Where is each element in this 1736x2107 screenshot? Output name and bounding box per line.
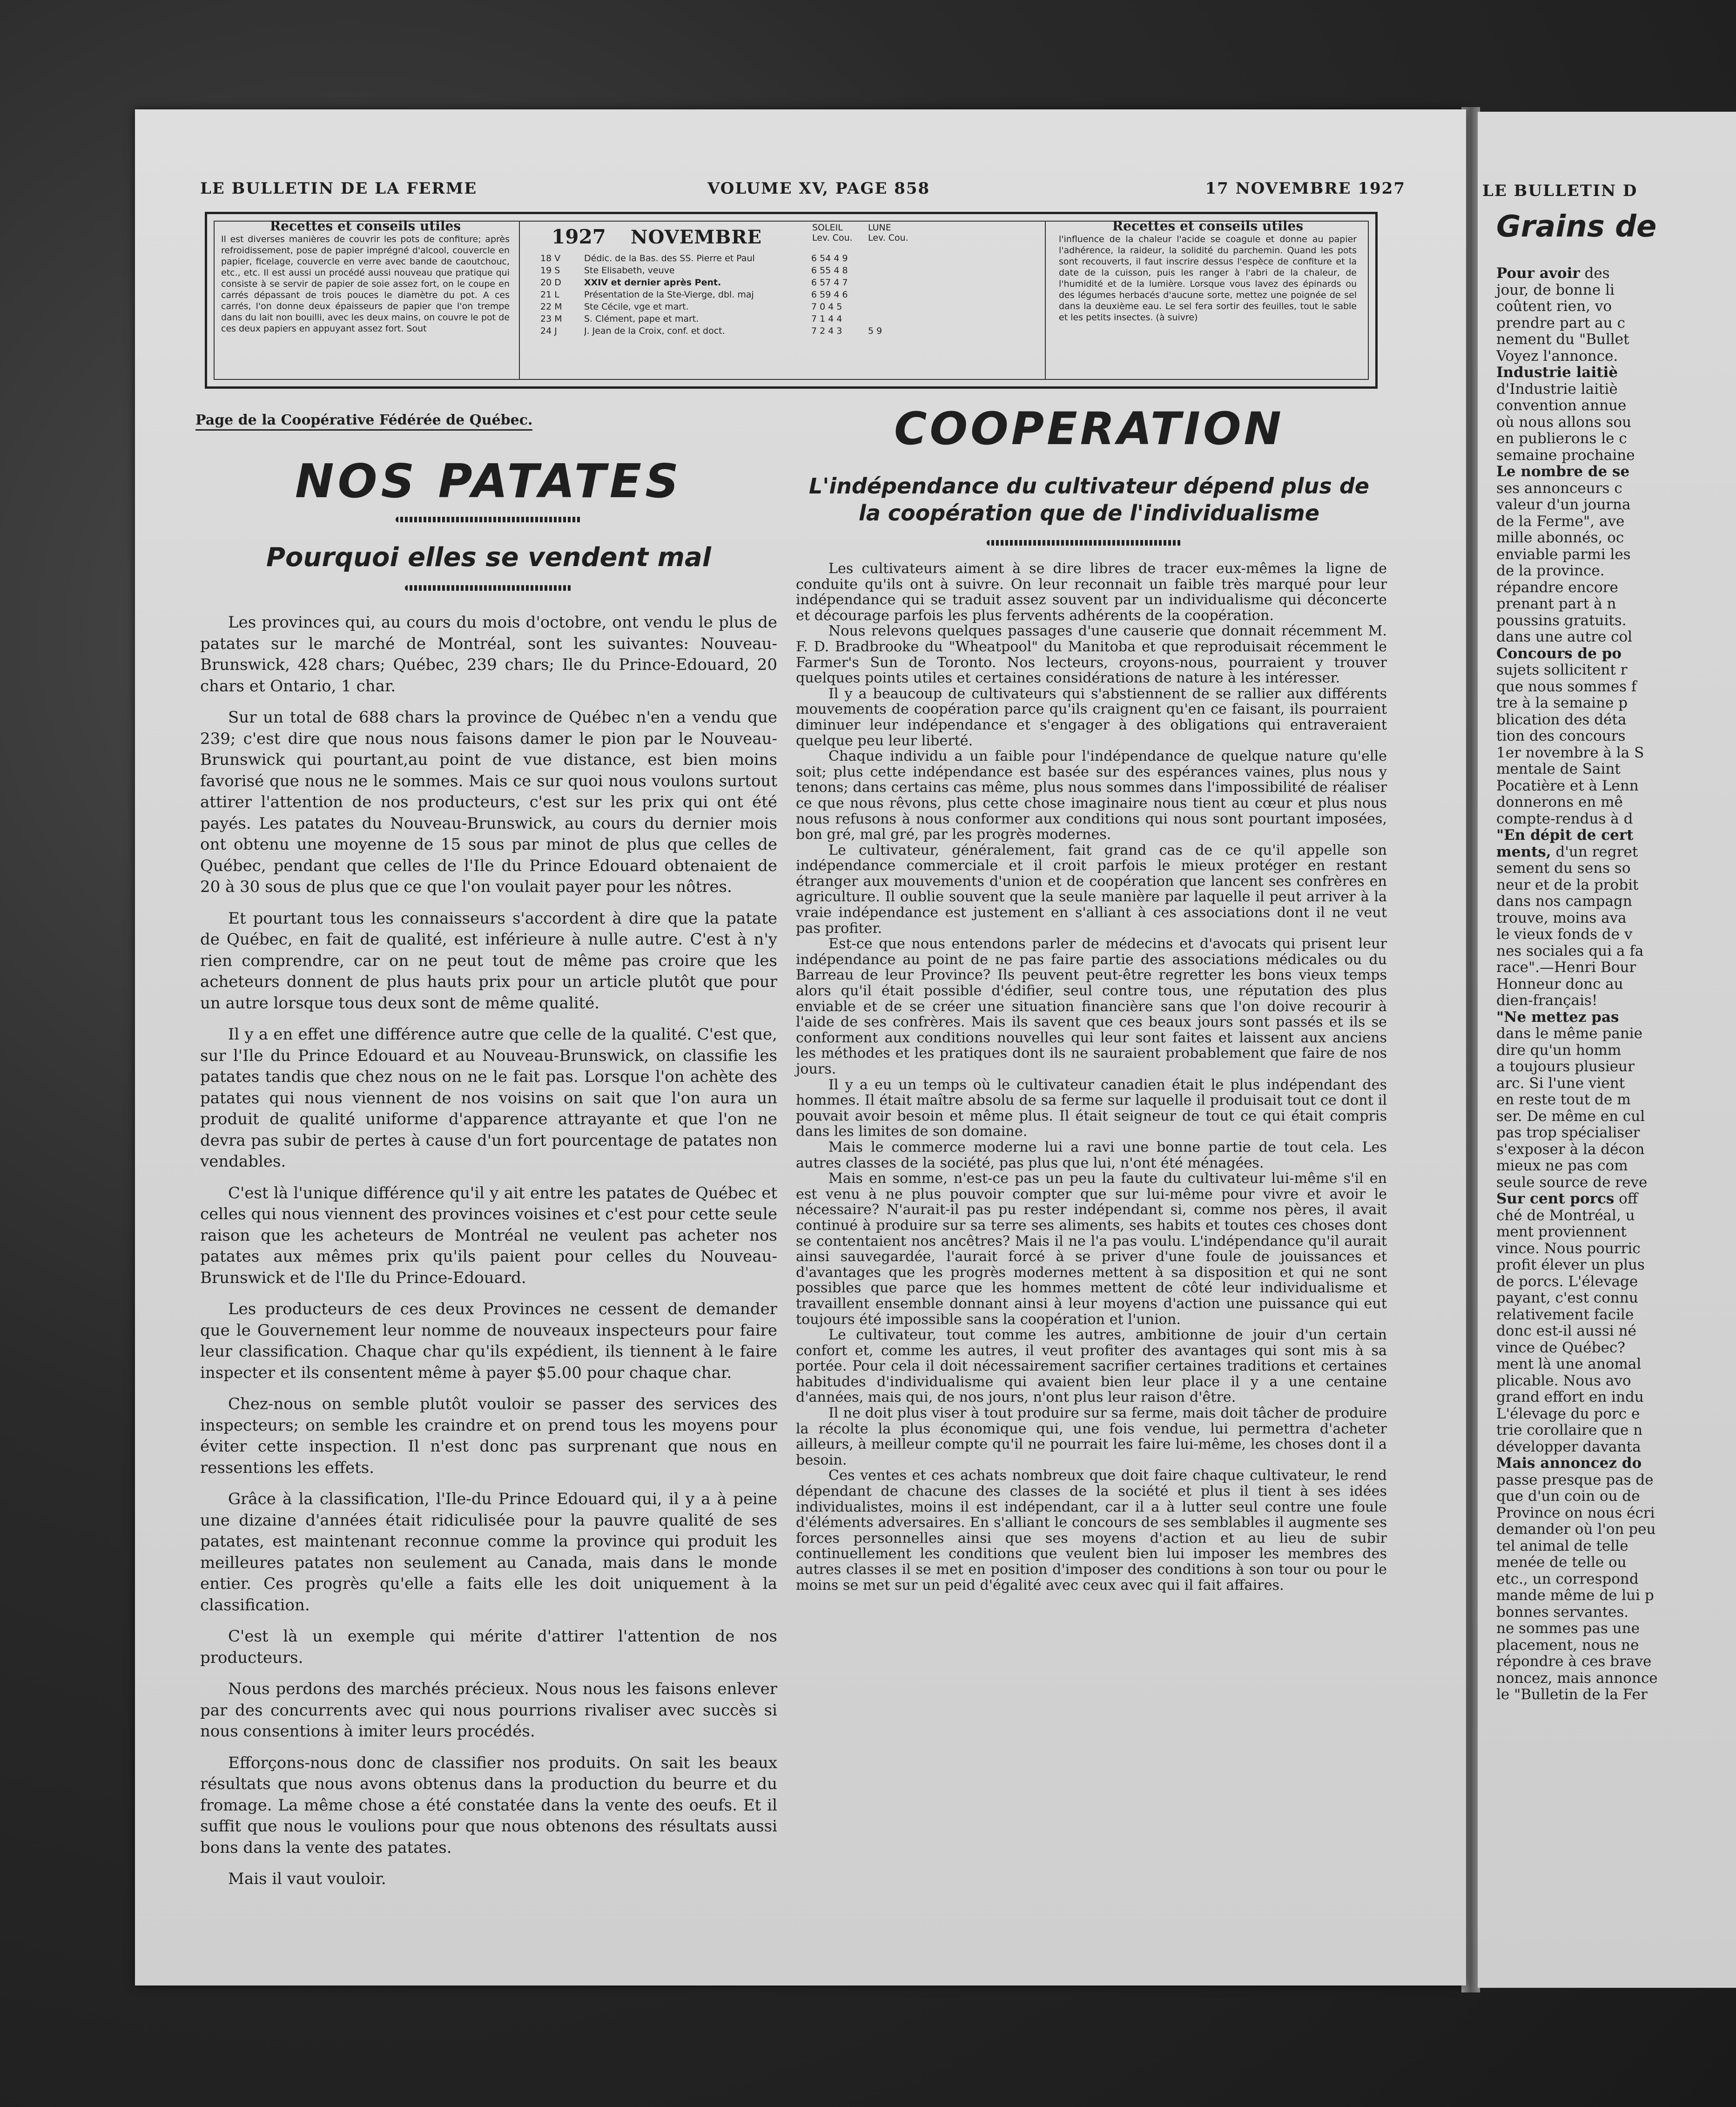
adjacent-line-text: en reste tout de m	[1496, 1091, 1631, 1108]
adjacent-line	[1496, 1505, 1736, 1522]
adjacent-line	[1496, 811, 1736, 828]
adjacent-line-text: off	[1614, 1190, 1638, 1207]
adjacent-line	[1496, 1009, 1736, 1026]
adjacent-line-lead: ments,	[1496, 843, 1551, 860]
recipes-right-text	[1059, 234, 1357, 323]
adjacent-line	[1496, 348, 1736, 365]
paragraph: Ces ventes et ces achats nombreux que doit faire chaque cultivateur, le rend dépendant de chacune des classes de la société et plus il tient à ses idées individualistes, moins il est indépendant, car il a à lutter seul contre une foule d'éléments adversaires. En s'alliant le concours de ses semblables il augmente ses forces personnelles ainsi que ses moyens d'action et au lieu de subir continuellement les conditions que veulent bien lui imposer les membres des autres classes il se met en position d'imposer des conditions à son tour ou pour le moins se met sur un peid d'égalité avec ceux avec qui il fait affaires.	[796, 1467, 1387, 1594]
left-article-body	[200, 612, 777, 1900]
paragraph: Le cultivateur, généralement, fait grand cas de ce qu'il appelle son indépendance commerciale et il croit parfois le mieux protéger en restant étranger aux mouvements d'union et de coopération que lancent ses confrères en agriculture. Il oublie souvent que la seule manière par laquelle il peut arriver à la vraie indépendance est justement en s'alliant à ces associations dont il ne veut pas profiter.	[796, 842, 1387, 937]
adjacent-line-text: menée de telle ou	[1496, 1554, 1627, 1571]
calendar-sun-times: 6 57 4 7	[811, 277, 848, 288]
calendar-sun-times: 6 54 4 9	[811, 253, 848, 263]
adjacent-line	[1496, 1488, 1736, 1505]
paragraph: Sur un total de 688 chars la province de Québec n'en a vendu que 239; c'est dire que nous nous faisons damer le pion par le Nouveau-Brunswick qui pourtant,au point de vue distance, est bien moins favorisé que nous ne le sommes. Mais ce sur quoi nous voulons surtout attirer l'attention de nos producteurs, c'est sur les prix qui ont été payés. Les patates du Nouveau-Brunswick, au cours du dernier mois ont obtenu une moyenne de 15 sous par minot de plus que celles de Québec, pendant que celles de l'Ile du Prince Edouard obtenaient de 20 à 30 sous de plus que ce que l'on voulait payer pour les nôtres.	[200, 708, 777, 896]
adjacent-page	[1478, 112, 1736, 1988]
adjacent-line-text: donc est-il aussi né	[1496, 1323, 1636, 1339]
adjacent-line	[1496, 1241, 1736, 1257]
adjacent-line	[1496, 1290, 1736, 1307]
newspaper-page	[135, 109, 1466, 1985]
adjacent-line	[1496, 414, 1736, 431]
adjacent-line-text: vince de Québec?	[1496, 1339, 1625, 1356]
paragraph: Mais il vaut vouloir.	[228, 1870, 386, 1888]
adjacent-line	[1496, 1571, 1736, 1588]
paragraph: Chaque individu a un faible pour l'indépendance de quelque nature qu'elle soit; plus cette indépendance est basée sur des espérances vaines, plus nous y tenons; dans certains cas même, plus nous sommes dans l'impossibilité de réaliser ce que nous rêvons, plus cette chose imaginaire nous tient au cœur et plus nous nous refusons à nous conformer aux conditions qui nous sont pourtant imposées, bon gré, mal gré, par les progrès modernes.	[796, 748, 1387, 843]
adjacent-line	[1496, 1654, 1736, 1670]
adjacent-line-text: tre à la semaine p	[1496, 695, 1628, 711]
calendar-day: 22 M	[540, 302, 562, 312]
adjacent-line-lead: Industrie laitiè	[1496, 364, 1618, 381]
adjacent-line	[1496, 1141, 1736, 1158]
adjacent-line	[1496, 1373, 1736, 1390]
adjacent-line-text: répandre encore	[1496, 579, 1618, 596]
adjacent-line-text: dans le même panie	[1496, 1025, 1643, 1042]
adjacent-line	[1496, 1026, 1736, 1042]
calendar-month: NOVEMBRE	[631, 226, 762, 248]
calendar-day: 20 D	[540, 277, 561, 288]
calendar-day: 19 S	[540, 265, 560, 276]
adjacent-line-text: répondre à ces brave	[1496, 1653, 1652, 1670]
adjacent-line-text: s'exposer à la décon	[1496, 1141, 1645, 1158]
paragraph: Est-ce que nous entendons parler de médecins et d'avocats qui prisent leur indépendance au point de ne pas faire partie des associations médicales ou du Barreau de leur Province? Ils peuvent peut-être regretter les bons vieux temps alors qu'il était possible d'édifier, seul contre tous, une réputation des plus enviable et de se créer une situation financière sans que l'on doive recourir à l'aide de ses confrères. Mais ils savent que ces beaux jours sont passés et ils se conforment aux conditions nouvelles qui leur sont faites et laissent aux anciens les méthodes et les pratiques dont ils ne sauraient probablement que faire de nos jours.	[796, 936, 1387, 1077]
calendar-day: 21 L	[540, 290, 559, 300]
adjacent-line-text: donnerons en mê	[1496, 794, 1623, 810]
almanac-divider-left	[519, 221, 520, 380]
adjacent-line	[1496, 1175, 1736, 1191]
calendar-day: 24 J	[540, 326, 557, 336]
adjacent-line	[1496, 679, 1736, 696]
adjacent-line-text: a toujours plusieur	[1496, 1058, 1635, 1075]
adjacent-line	[1496, 959, 1736, 976]
calendar-feast: Présentation de la Ste-Vierge, dbl. maj	[584, 290, 754, 300]
ornament-rule	[405, 585, 572, 591]
adjacent-line-text: Province on nous écri	[1496, 1504, 1655, 1521]
adjacent-line	[1496, 1637, 1736, 1654]
adjacent-line	[1496, 1587, 1736, 1604]
calendar-sun-times: 7 1 4 4	[811, 314, 842, 324]
adjacent-line-text: placement, nous ne	[1496, 1636, 1639, 1654]
adjacent-line	[1496, 530, 1736, 547]
adjacent-line	[1496, 513, 1736, 530]
adjacent-line-text: blication des déta	[1496, 711, 1627, 728]
adjacent-line-text: enviable parmi les	[1496, 546, 1631, 563]
adjacent-line-text: demander où l'on peu	[1496, 1521, 1656, 1538]
adjacent-line-text: trouve, moins ava	[1496, 909, 1627, 926]
adjacent-line	[1496, 827, 1736, 844]
adjacent-line	[1496, 844, 1736, 861]
adjacent-line-text: dans nos campagn	[1496, 893, 1632, 910]
adjacent-line	[1496, 1158, 1736, 1175]
adjacent-line-text: plicable. Nous avo	[1496, 1372, 1631, 1389]
adjacent-line	[1496, 1191, 1736, 1208]
adjacent-line	[1496, 877, 1736, 894]
adjacent-line-text: de la Ferme", ave	[1496, 513, 1625, 530]
calendar-row	[533, 326, 1036, 338]
cooperative-kicker: Page de la Coopérative Fédérée de Québec.	[195, 412, 532, 431]
adjacent-line	[1496, 976, 1736, 993]
recipes-right	[1059, 218, 1357, 323]
calendar-feast: Ste Cécile, vge et mart.	[584, 302, 689, 312]
adjacent-line-text: semaine prochaine	[1496, 446, 1635, 464]
calendar-day: 23 M	[540, 314, 562, 324]
moon-label: LUNE	[868, 223, 891, 233]
adjacent-line-text: payant, c'est connu	[1496, 1290, 1638, 1306]
adjacent-line	[1496, 943, 1736, 960]
adjacent-line-text: prenant part à n	[1496, 595, 1616, 612]
paragraph: Les cultivateurs aiment à se dire libres de tracer eux-mêmes la ligne de conduite qu'ils ont à suivre. On leur reconnait un faible très marqué pour leur indépendance qui se traduit assez souvent par un individualisme qui déconcerte et décourage parfois les plus fervents adhérents de la coopération.	[796, 561, 1387, 624]
adjacent-line-text: développer davanta	[1496, 1438, 1641, 1455]
adjacent-line-text: de porcs. L'élevage	[1496, 1273, 1638, 1290]
adjacent-line-text: tel animal de telle	[1496, 1537, 1628, 1554]
adjacent-line	[1496, 1224, 1736, 1241]
calendar-row	[533, 277, 1036, 290]
paragraph: Il ne doit plus viser à tout produire sur sa ferme, mais doit tâcher de produire la récolte la plus économique qui, une fois vendue, lui permettra d'acheter ailleurs, à meilleur compte qu'il ne pourrait les faire lui-même, les choses dont il a besoin.	[796, 1405, 1387, 1468]
subtitle-line-1: L'indépendance du cultivateur dépend plus de	[809, 473, 1369, 499]
paragraph: Nous perdons des marchés précieux. Nous nous les faisons enlever par des concurrents avec qui nous pourrions rivaliser avec succès si nous consentions à imiter leurs procédés.	[200, 1680, 777, 1741]
adjacent-line-text: que nous sommes f	[1496, 678, 1637, 695]
paragraph: Le cultivateur, tout comme les autres, ambitionne de jouir d'un certain confort et, comme les autres, il veut profiter des avantages qui sont mis à sa portée. Pour cela il doit nécessairement sacrifier certaines traditions et certaines habitudes d'individualisme qui avaient bien leur place il y a une centaine d'années, mais qui, de nos jours, n'ont plus leur raison d'être.	[796, 1327, 1387, 1406]
adjacent-line	[1496, 381, 1736, 398]
adjacent-title: Grains de	[1496, 209, 1657, 244]
adjacent-line-text: le vieux fonds de v	[1496, 926, 1633, 943]
adjacent-line-text: trie corollaire que n	[1496, 1422, 1643, 1438]
adjacent-line	[1496, 728, 1736, 745]
adjacent-line-text: valeur d'un journa	[1496, 496, 1631, 513]
calendar-row	[533, 265, 1036, 277]
adjacent-line	[1496, 315, 1736, 332]
adjacent-line	[1496, 331, 1736, 348]
adjacent-line	[1496, 447, 1736, 464]
adjacent-line-lead: Le nombre de se	[1496, 463, 1630, 480]
calendar-feast: Dédic. de la Bas. des SS. Pierre et Paul	[584, 253, 755, 263]
adjacent-line-text: d'un regret	[1551, 843, 1638, 860]
calendar-row	[533, 314, 1036, 326]
masthead-date: 17 NOVEMBRE 1927	[1205, 179, 1406, 198]
adjacent-line-text: bonnes servantes.	[1496, 1603, 1629, 1621]
adjacent-line	[1496, 926, 1736, 943]
adjacent-line-text: noncez, mais annonce	[1496, 1669, 1658, 1687]
adjacent-line	[1496, 365, 1736, 381]
adjacent-line	[1496, 761, 1736, 778]
adjacent-line	[1496, 910, 1736, 927]
adjacent-line	[1496, 480, 1736, 497]
adjacent-line-text: coûtent rien, vo	[1496, 298, 1612, 315]
adjacent-line-text: ne sommes pas une	[1496, 1620, 1640, 1637]
subtitle-line-2: la coopération que de l'individualisme	[859, 500, 1319, 526]
adjacent-line-text: Pocatière et à Lenn	[1496, 777, 1639, 794]
adjacent-line-text: 1er novembre à la S	[1496, 744, 1644, 761]
paragraph: Les producteurs de ces deux Provinces ne cessent de demander que le Gouvernement leur nomme de nouveaux inspecteurs pour faire leur classification. Chaque char qu'ils expédient, ils tiennent à le faire inspecter et ils consentent même à payer $5.00 pour chaque char.	[200, 1300, 777, 1382]
adjacent-line-text: neur et de la probit	[1496, 876, 1639, 893]
adjacent-line-lead: Sur cent porcs	[1496, 1190, 1615, 1207]
adjacent-line	[1496, 745, 1736, 762]
adjacent-line	[1496, 695, 1736, 712]
masthead	[200, 179, 1410, 207]
adjacent-line	[1496, 1274, 1736, 1290]
paragraph: Grâce à la classification, l'Ile-du Prince Edouard qui, il y a à peine une dizaine d'années était ridiculisée pour la pauvre qualité de ses patates, est maintenant reconnue comme la province qui produit les meilleures patates non seulement au Canada, mais dans le monde entier. Ces progrès qu'elle a faits elle les doit uniquement à la classification.	[200, 1490, 777, 1614]
adjacent-line-text: sujets sollicitent r	[1496, 662, 1628, 678]
adjacent-line	[1496, 1389, 1736, 1406]
recipes-left	[221, 218, 510, 334]
paragraph: Mais le commerce moderne lui a ravi une bonne partie de tout cela. Les autres classes de la société, pas plus que lui, n'ont été ménagées.	[796, 1139, 1387, 1171]
calendar-row	[533, 302, 1036, 314]
adjacent-line-text: pas trop spécialiser	[1496, 1124, 1640, 1141]
adjacent-line-text: dien-français!	[1496, 992, 1598, 1009]
recipes-left-text: Il est diverses manières de couvrir les pots de confiture; après refroidissement, pose de papier imprégné d'alcool, couvercle en papier, ficelage, couvercle en verre avec bande de caoutchouc, etc., etc. Il est aussi un procédé aussi nouveau que pratique qui consiste à se servir de papier de soie assez fort, on le coupe en carrés dépassant de trois pouces le diamètre du pot. A ces carrés, l'on donne deux épaisseurs de papier que l'on trempe dans du lait non bouilli, avec les deux mains, on couvre le pot de ces deux papiers en appuyant assez fort. Sout	[221, 234, 510, 334]
adjacent-line-text: race".—Henri Bour	[1496, 959, 1636, 976]
adjacent-line	[1496, 1092, 1736, 1108]
adjacent-line-text: mande même de lui p	[1496, 1587, 1654, 1604]
adjacent-line	[1496, 1356, 1736, 1373]
almanac-divider-right	[1045, 221, 1046, 380]
right-article-body	[796, 561, 1387, 1593]
adjacent-line	[1496, 613, 1736, 629]
paragraph: Mais en somme, n'est-ce pas un peu la faute du cultivateur lui-même s'il en est venu à ne plus pouvoir compter que sur lui-même pour vivre et avoir le nécessaire? N'aurait-il pas pu rester indépendant si, comme nos pères, il avait continué à produire sur sa terre ses aliments, ses habits et toutes ces choses dont se contentaient nos ancêtres? Mais il ne l'a pas voulu. L'indépendance qu'il aurait ainsi sauvegardée, l'aurait forcé à se priver d'une foule de jouissances et d'avantages que les progrès modernes mettent à sa disposition et qui ne sont possibles que parce que les hommes mettent de côté leur individualisme et travaillent ensemble donnant ainsi à leur moyens d'action une puissance qui eut toujours été impossible sans la coopération et l'union.	[796, 1170, 1387, 1328]
masthead-volume: VOLUME XV, PAGE 858	[707, 179, 930, 198]
adjacent-line	[1496, 596, 1736, 613]
recipes-right-suffix: (à suivre)	[1156, 312, 1198, 323]
sun-sublabel: Lev. Cou.	[812, 233, 853, 243]
adjacent-line	[1496, 298, 1736, 315]
recipes-right-body: l'influence de la chaleur l'acide se coagule et donne au papier l'adhérence, la raideur, la solidité du parchemin. Quand les pots sont recouverts, il faut inscrire dessus l'espèce de confiture et la date de la cuisson, puis les ranger à l'abri de la chaleur, de l'humidité et de la lumière. Lorsque vous lavez des épinards ou des légumes herbacés d'aucune sorte, mettez une poignée de sel dans la deuxième eau. Le sel fera sortir des feuilles, tout le sable et les petits insectes.	[1059, 234, 1357, 323]
adjacent-line	[1496, 398, 1736, 414]
adjacent-line	[1496, 1075, 1736, 1092]
calendar-feast: S. Clément, pape et mart.	[584, 314, 699, 324]
adjacent-line	[1496, 265, 1736, 282]
adjacent-line-lead: Mais annoncez do	[1496, 1455, 1642, 1472]
adjacent-line	[1496, 1059, 1736, 1075]
adjacent-line	[1496, 1521, 1736, 1538]
adjacent-line-text: relativement facile	[1496, 1306, 1634, 1323]
paragraph: Chez-nous on semble plutôt vouloir se passer des services des inspecteurs; on semble les craindre et on prend tous les moyens pour éviter cette inspection. Il n'est donc pas surprenant que nous en ressentions les effets.	[200, 1395, 777, 1477]
paragraph: Nous relevons quelques passages d'une causerie que donnait récemment M. F. D. Bradbrooke du "Wheatpool" du Manitoba et que reproduisait récemment le Farmer's Sun de Toronto. Nos lecteurs, croyons-nous, pourraient y trouver quelques points utiles et certaines considérations de nature à les intéresser.	[796, 623, 1387, 687]
adjacent-line	[1496, 580, 1736, 596]
calendar-header	[533, 221, 1036, 253]
calendar-year: 1927	[552, 225, 606, 248]
paragraph: C'est là l'unique différence qu'il y ait entre les patates de Québec et celles qui nous viennent des provinces voisines et c'est pour cette seule raison que les acheteurs de Montréal ne veulent pas acheter nos patates aux mêmes prix qu'ils paient pour celles du Nouveau-Brunswick et de l'Ile du Prince-Edouard.	[200, 1183, 777, 1287]
adjacent-line	[1496, 547, 1736, 563]
left-article-subtitle: Pourquoi elles se vendent mal	[266, 542, 711, 573]
sun-label: SOLEIL	[812, 223, 843, 233]
adjacent-line-lead: "En dépit de cert	[1496, 827, 1634, 844]
calendar-moon-times: 5 9	[868, 326, 882, 336]
adjacent-line	[1496, 1042, 1736, 1059]
recipes-left-title: Recettes et conseils utiles	[269, 218, 461, 234]
adjacent-line	[1496, 1439, 1736, 1456]
right-article-subtitle	[787, 473, 1392, 527]
adjacent-line	[1496, 282, 1736, 299]
adjacent-line-text: sement du sens so	[1496, 860, 1631, 877]
adjacent-line-text: etc., un correspond	[1496, 1570, 1639, 1587]
adjacent-masthead: LE BULLETIN D	[1482, 182, 1638, 200]
adjacent-line-text: dire qu'un homm	[1496, 1041, 1622, 1059]
adjacent-line-text: L'élevage du porc e	[1496, 1405, 1640, 1422]
adjacent-line-text: Voyez l'annonce.	[1496, 347, 1618, 365]
adjacent-line	[1496, 1208, 1736, 1224]
adjacent-line-text: compte-rendus à d	[1496, 810, 1633, 827]
calendar-feast: J. Jean de la Croix, conf. et doct.	[584, 326, 725, 336]
adjacent-line	[1496, 712, 1736, 729]
adjacent-line-text: grand effort en indu	[1496, 1389, 1644, 1405]
adjacent-line-text: en publierons le c	[1496, 430, 1627, 447]
adjacent-line-text: Honneur donc au	[1496, 975, 1623, 993]
adjacent-line	[1496, 646, 1736, 662]
adjacent-line	[1496, 1538, 1736, 1555]
adjacent-line	[1496, 778, 1736, 795]
adjacent-line	[1496, 1621, 1736, 1637]
adjacent-line-text: ché de Montréal, u	[1496, 1207, 1635, 1224]
adjacent-line	[1496, 1340, 1736, 1357]
moon-sublabel: Lev. Cou.	[868, 233, 908, 243]
adjacent-line-text: nes sociales qui a fa	[1496, 942, 1644, 959]
adjacent-line	[1496, 1406, 1736, 1423]
adjacent-line-text: poussins gratuits.	[1496, 612, 1627, 629]
adjacent-line-text: nement du "Bullet	[1496, 331, 1629, 348]
paragraph: Et pourtant tous les connaisseurs s'accordent à dire que la patate de Québec, en fait de qualité, est inférieure à nulle autre. C'est à n'y rien comprendre, car on ne peut tout de même pas croire que les acheteurs donnent de plus hauts prix pour un article plutôt que pour un autre lorsque tous deux sont de même qualité.	[200, 909, 777, 1013]
adjacent-line-text: profit élever un plus	[1496, 1256, 1645, 1273]
adjacent-line-text: le "Bulletin de la Fer	[1496, 1686, 1648, 1703]
adjacent-line-text: dans une autre col	[1496, 628, 1633, 645]
adjacent-line-text: passe presque pas de	[1496, 1471, 1654, 1488]
adjacent-line-text: mentale de Saint	[1496, 761, 1621, 777]
adjacent-line	[1496, 629, 1736, 646]
adjacent-line-text: ment là une anomal	[1496, 1356, 1642, 1372]
ornament-rule	[396, 517, 582, 522]
adjacent-line	[1496, 1257, 1736, 1274]
paragraph: Efforçons-nous donc de classifier nos produits. On sait les beaux résultats que nous avons obtenus dans la production du beurre et du fromage. La même chose a été constatée dans la vente des oeufs. Et il suffit que nous le voulions pour que nous obtenons des résultats aussi bons dans la vente des patates.	[200, 1753, 777, 1857]
adjacent-line-text: jour, de bonne li	[1496, 281, 1615, 298]
calendar	[533, 221, 1036, 338]
calendar-row	[533, 290, 1036, 302]
paragraph: Il y a en effet une différence autre que celle de la qualité. C'est que, sur l'Ile du Prince Edouard et au Nouveau-Brunswick, on classifie les patates tandis que chez nous on ne le fait pas. Lorsque l'on achète des patates qui nous viennent de nos voisins on sait que l'on aura un produit de qualité uniforme d'apparence attrayante et que l'on ne devra pas subir de pertes à cause d'un fort pourcentage de patates non vendables.	[200, 1025, 777, 1171]
paragraph: Il y a eu un temps où le cultivateur canadien était le plus indépendant des hommes. Il était maître absolu de sa ferme sur laquelle il produisait tout ce dont il pouvait avoir besoin et même plus. Il était seigneur de tout ce qui était compris dans les limites de son domaine.	[796, 1076, 1387, 1140]
adjacent-line-lead: "Ne mettez pas	[1496, 1008, 1619, 1026]
adjacent-line	[1496, 464, 1736, 480]
adjacent-line-text: seule source de reve	[1496, 1174, 1648, 1191]
adjacent-line	[1496, 1554, 1736, 1571]
adjacent-line-lead: Pour avoir	[1496, 265, 1580, 282]
adjacent-line-lead: Concours de po	[1496, 645, 1622, 662]
adjacent-line	[1496, 1323, 1736, 1340]
adjacent-line	[1496, 1307, 1736, 1324]
recipes-right-title: Recettes et conseils utiles	[1112, 218, 1304, 234]
adjacent-line	[1496, 1455, 1736, 1472]
adjacent-line-text: de la province.	[1496, 562, 1605, 579]
adjacent-line-text: arc. Si l'une vient	[1496, 1074, 1625, 1092]
sun-column-header	[812, 223, 853, 243]
adjacent-line	[1496, 794, 1736, 811]
adjacent-line-text: des	[1580, 265, 1610, 282]
calendar-row	[533, 253, 1036, 265]
adjacent-line-text: mieux ne pas com	[1496, 1157, 1628, 1174]
left-article-title: NOS PATATES	[295, 454, 683, 508]
almanac-box	[205, 212, 1378, 389]
masthead-title: LE BULLETIN DE LA FERME	[200, 179, 478, 198]
adjacent-line	[1496, 497, 1736, 513]
adjacent-line	[1496, 860, 1736, 877]
adjacent-line-text: où nous allons sou	[1496, 413, 1632, 431]
paragraph: C'est là un exemple qui mérite d'attirer l'attention de nos producteurs.	[200, 1627, 777, 1667]
adjacent-column	[1496, 265, 1736, 1703]
calendar-sun-times: 6 55 4 8	[811, 265, 848, 276]
adjacent-line	[1496, 431, 1736, 447]
adjacent-line-text: que d'un coin ou de	[1496, 1488, 1640, 1505]
adjacent-line	[1496, 1472, 1736, 1489]
adjacent-line	[1496, 1670, 1736, 1687]
adjacent-line	[1496, 1108, 1736, 1125]
adjacent-line-text: ser. De même en cul	[1496, 1108, 1645, 1125]
adjacent-line	[1496, 662, 1736, 679]
calendar-sun-times: 6 59 4 6	[811, 290, 848, 300]
adjacent-line-text: ses annonceurs c	[1496, 479, 1622, 497]
calendar-day: 18 V	[540, 253, 561, 263]
adjacent-line	[1496, 1125, 1736, 1141]
adjacent-line	[1496, 893, 1736, 910]
adjacent-line-text: vince. Nous pourric	[1496, 1240, 1641, 1257]
calendar-sun-times: 7 2 4 3	[811, 326, 842, 336]
adjacent-line	[1496, 563, 1736, 580]
calendar-sun-times: 7 0 4 5	[811, 302, 842, 312]
adjacent-line	[1496, 1687, 1736, 1703]
moon-column-header	[868, 223, 908, 243]
adjacent-line-text: mille abonnés, oc	[1496, 529, 1624, 546]
adjacent-line-text: ment proviennent	[1496, 1223, 1627, 1240]
adjacent-line-text: d'Industrie laitiè	[1496, 380, 1618, 398]
paragraph: Il y a beaucoup de cultivateurs qui s'abstiennent de se rallier aux différents mouvements de coopération parce qu'ils craignent qu'en ce faisant, ils pourraient diminuer leur indépendance et s'engager à des obligations qui entraveraient quelque peu leur liberté.	[796, 685, 1387, 749]
adjacent-line	[1496, 1422, 1736, 1439]
calendar-feast: Ste Elisabeth, veuve	[584, 265, 675, 276]
adjacent-line	[1496, 1604, 1736, 1621]
ornament-rule	[987, 540, 1182, 546]
adjacent-line-text: tion des concours	[1496, 728, 1626, 744]
calendar-feast: XXIV et dernier après Pent.	[584, 277, 721, 288]
right-article-title: COOPERATION	[894, 403, 1284, 455]
adjacent-line-text: prendre part au c	[1496, 314, 1625, 331]
adjacent-line-text: convention annue	[1496, 397, 1627, 414]
adjacent-line	[1496, 993, 1736, 1009]
paragraph: Les provinces qui, au cours du mois d'octobre, ont vendu le plus de patates sur le marché de Montréal, sont les suivantes: Nouveau-Brunswick, 428 chars; Québec, 239 chars; Ile du Prince-Edouard, 20 chars et Ontario, 1 char.	[200, 613, 777, 696]
